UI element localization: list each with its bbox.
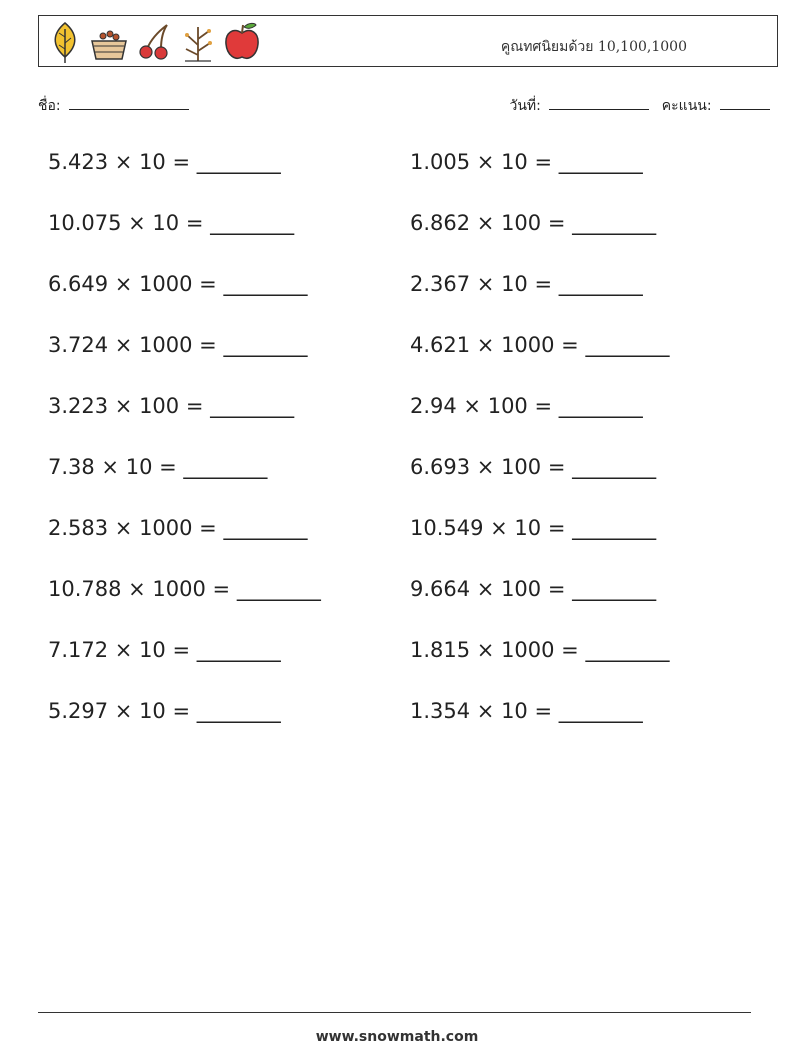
footer-url[interactable]: www.snowmath.com <box>315 1029 479 1045</box>
name-label: ชื่อ: <box>38 98 61 114</box>
branch-icon <box>177 19 219 65</box>
date-score-fields <box>509 95 770 117</box>
apple-icon <box>221 19 263 65</box>
problem-left-10: 5.297 × 10 = ________ <box>48 699 281 723</box>
problem-right-2: 6.862 × 100 = ________ <box>410 211 657 235</box>
problem-left-9: 7.172 × 10 = ________ <box>48 638 281 662</box>
basket-icon <box>87 19 131 65</box>
problem-right-4: 4.621 × 1000 = ________ <box>410 333 670 357</box>
problem-left-3: 6.649 × 1000 = ________ <box>48 272 308 296</box>
problem-right-8: 9.664 × 100 = ________ <box>410 577 657 601</box>
date-label: วันที่: <box>509 98 541 114</box>
header-icons <box>45 19 263 65</box>
score-blank[interactable] <box>720 97 770 110</box>
cherries-icon <box>133 19 175 65</box>
name-field <box>38 95 189 117</box>
problem-right-6: 6.693 × 100 = ________ <box>410 455 657 479</box>
problem-left-7: 2.583 × 1000 = ________ <box>48 516 308 540</box>
problem-left-6: 7.38 × 10 = ________ <box>48 455 268 479</box>
score-label: คะแนน: <box>661 98 712 114</box>
leaf-icon <box>45 19 85 65</box>
problem-left-1: 5.423 × 10 = ________ <box>48 150 281 174</box>
problem-right-3: 2.367 × 10 = ________ <box>410 272 643 296</box>
problem-right-10: 1.354 × 10 = ________ <box>410 699 643 723</box>
problem-left-5: 3.223 × 100 = ________ <box>48 394 295 418</box>
problem-left-4: 3.724 × 1000 = ________ <box>48 333 308 357</box>
problem-right-9: 1.815 × 1000 = ________ <box>410 638 670 662</box>
date-blank[interactable] <box>549 97 649 110</box>
footer-divider <box>38 1012 751 1013</box>
problem-right-7: 10.549 × 10 = ________ <box>410 516 657 540</box>
problem-right-1: 1.005 × 10 = ________ <box>410 150 643 174</box>
name-blank[interactable] <box>69 97 189 110</box>
problem-left-2: 10.075 × 10 = ________ <box>48 211 295 235</box>
problem-right-5: 2.94 × 100 = ________ <box>410 394 643 418</box>
worksheet-title: คูณทศนิยมด้วย 10,100,1000 <box>500 39 687 55</box>
worksheet-header <box>38 15 778 67</box>
problem-left-8: 10.788 × 1000 = ________ <box>48 577 321 601</box>
